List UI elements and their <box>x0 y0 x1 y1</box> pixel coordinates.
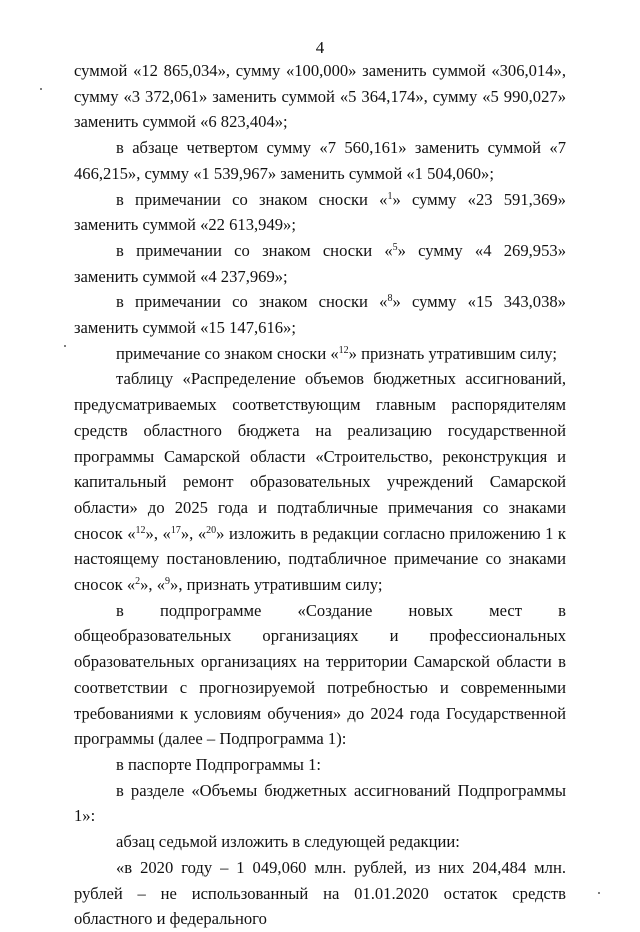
paragraph: в примечании со знаком сноски «$^5$» сумму «4 269,953» заменить суммой «4 237,969»; <box>74 240 566 286</box>
footnote-mark: 12 <box>135 524 146 536</box>
paragraph: абзац седьмой изложить в следующей редакции: <box>116 832 460 852</box>
footnote-mark: 9 <box>165 576 171 588</box>
paragraph: «в 2020 году – 1 049,060 млн. рублей, из них 204,484 млн. рублей – не использованный на 01.01.2020 остаток средств областного и федерального <box>74 857 566 929</box>
footnote-mark: 8 <box>387 293 393 305</box>
paragraph: в паспорте Подпрограммы 1: <box>116 754 322 774</box>
paragraph: таблицу «Распределение объемов бюджетных ассигнований, предусматриваемых соответствующим главным распорядителям средств областного бюджета на реализацию государственной программы Самарской области «Строительство, реконструкция и капитальный ремонт образовательных учреждений Самарской области» до 2025 года и подтабличные примечания со знаками сносок «$^{12}$», «$^{17}$», «$^{20}$» изложить в редакции согласно приложению 1 к настоящему постановлению, подтабличное примечание со знаками сносок «$^2$», «$^9$», признать утратившим силу; <box>74 369 566 595</box>
scan-speck <box>598 892 600 894</box>
footnote-mark: 17 <box>170 524 181 536</box>
scan-speck <box>40 88 42 90</box>
paragraph: в примечании со знаком сноски «$^1$» сумму «23 591,369» заменить суммой «22 613,949»; <box>74 189 566 235</box>
paragraph: в абзаце четвертом сумму «7 560,161» заменить суммой «7 466,215», сумму «1 539,967» заменить суммой «1 504,060»; <box>74 138 566 183</box>
footnote-mark: 2 <box>135 576 141 588</box>
footnote-mark: 20 <box>206 524 217 536</box>
footnote-mark: 12 <box>338 344 349 356</box>
page-number: 4 <box>315 38 325 57</box>
footnote-mark: 5 <box>392 241 398 253</box>
scan-speck <box>64 345 66 347</box>
paragraph: в примечании со знаком сноски «$^8$» сумму «15 343,038» заменить суммой «15 147,616»; <box>74 292 566 338</box>
document-body <box>74 58 566 932</box>
paragraph: суммой «12 865,034», сумму «100,000» заменить суммой «306,014», сумму «3 372,061» заменить суммой «5 364,174», сумму «5 990,027» заменить суммой «6 823,404»; <box>74 61 566 132</box>
paragraph: примечание со знаком сноски «$^{12}$» признать утратившим силу; <box>116 343 557 363</box>
paragraph: в разделе «Объемы бюджетных ассигнований Подпрограммы 1»: <box>74 780 566 826</box>
paragraph: в подпрограмме «Создание новых мест в общеобразовательных организациях и профессиональных образовательных организациях на территории Самарской области в соответствии с прогнозируемой потребностью и современными требованиями к условиям обучения» до 2024 года Государственной программы (далее – Подпрограмма 1): <box>74 600 566 749</box>
footnote-mark: 1 <box>387 190 393 202</box>
